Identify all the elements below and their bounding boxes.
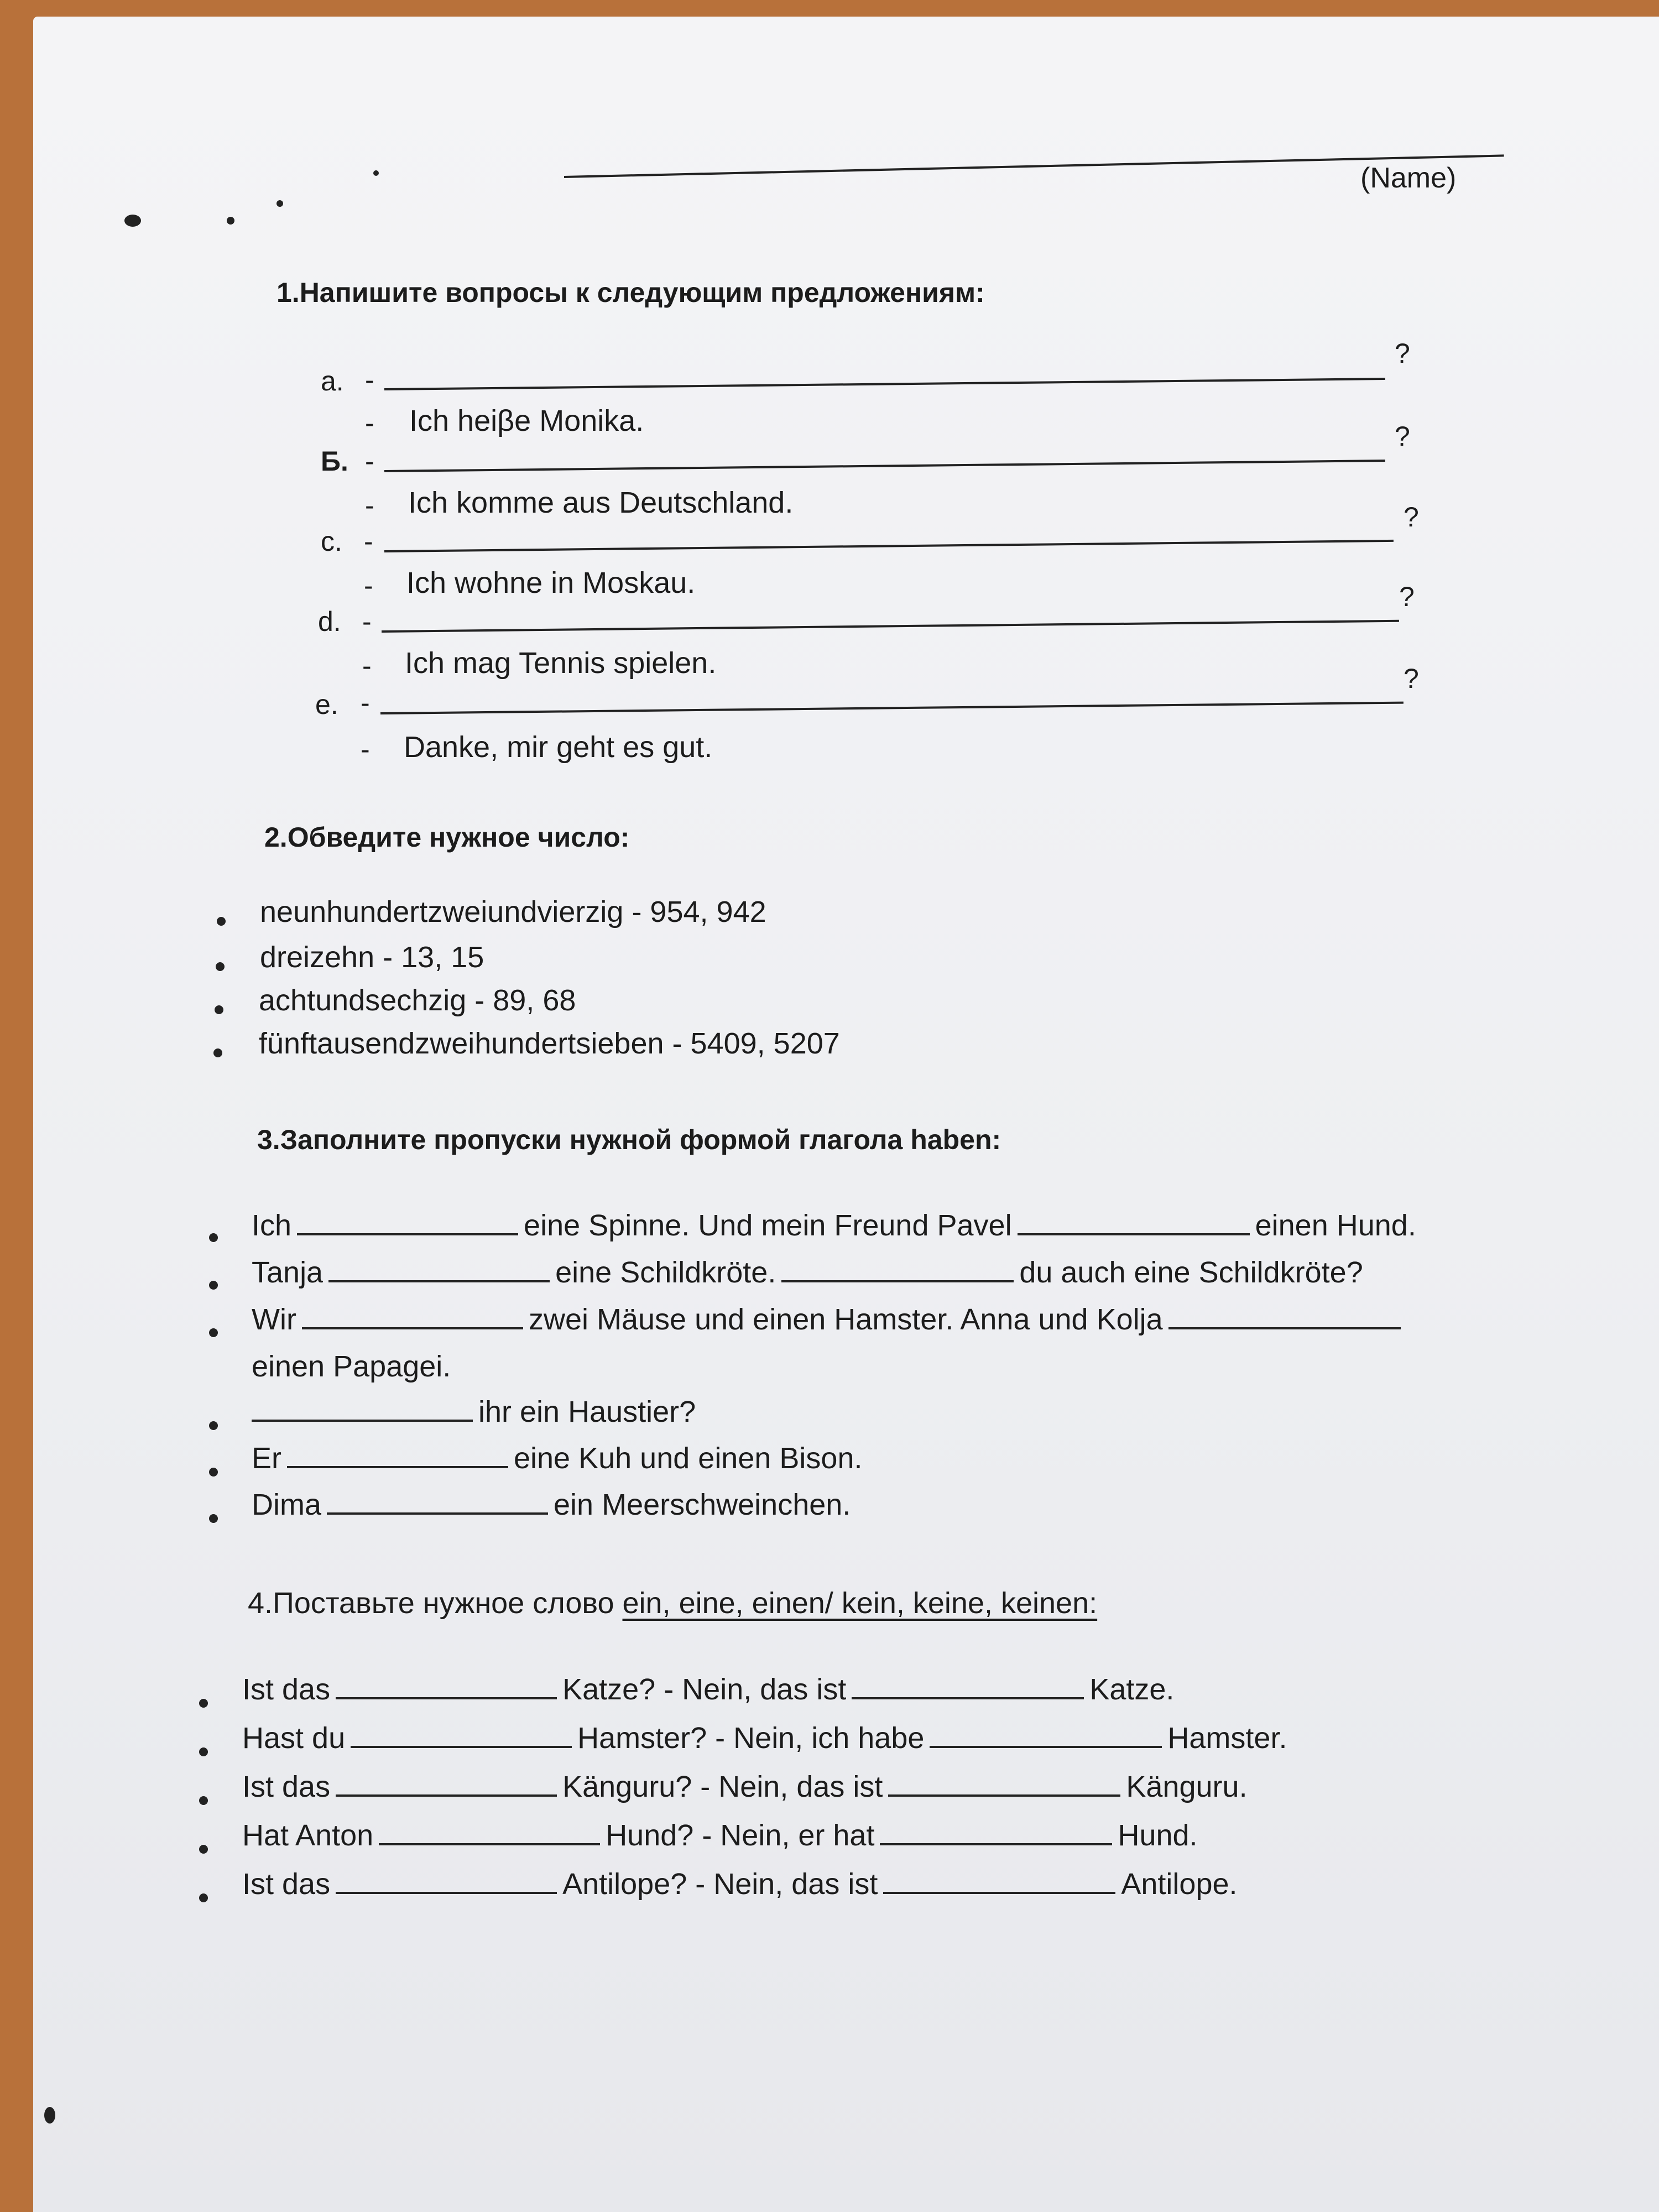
sentence-text: Katze? - Nein, das ist [562, 1673, 847, 1706]
answer-line [380, 702, 1404, 714]
haben-sentence-4 [246, 1395, 696, 1429]
bullet [209, 1281, 218, 1290]
sentence-text: Antilope? - Nein, das ist [562, 1867, 878, 1901]
sentence-text: Hamster? - Nein, ich habe [577, 1721, 925, 1755]
article-sentence-3 [242, 1770, 1248, 1804]
haben-sentence-3 [252, 1302, 1406, 1337]
sentence-text: ihr ein Haustier? [478, 1395, 696, 1428]
sentence-text: Dima [252, 1488, 322, 1521]
fill-blank[interactable] [930, 1746, 1162, 1748]
sentence-text: Wir [252, 1303, 296, 1336]
answer-line [384, 540, 1394, 552]
given-answer: Ich wohne in Moskau. [406, 566, 696, 599]
number-item: fünftausendzweihundertsieben - 5409, 5207 [259, 1027, 840, 1060]
number-item: neunhundertzweiundvierzig - 954, 942 [260, 895, 766, 928]
bullet [217, 917, 226, 926]
fill-blank[interactable] [252, 1420, 473, 1422]
sentence-text: Hund. [1118, 1819, 1198, 1852]
item-dash: - [365, 364, 374, 395]
given-answer: Ich komme aus Deutschland. [408, 486, 794, 519]
fill-blank[interactable] [1168, 1327, 1401, 1329]
item-dash: - [361, 687, 370, 718]
fill-blank[interactable] [379, 1843, 600, 1845]
answer-dash: - [361, 734, 370, 765]
fill-blank[interactable] [336, 1697, 557, 1699]
article-sentence-5 [242, 1867, 1238, 1901]
bullet [199, 1796, 208, 1805]
sentence-text: Hast du [242, 1721, 346, 1755]
given-answer: Ich mag Tennis spielen. [405, 646, 717, 680]
answer-line [384, 378, 1385, 390]
fill-blank[interactable] [287, 1466, 508, 1468]
section-4-heading [248, 1586, 1097, 1620]
fill-blank[interactable] [880, 1843, 1112, 1845]
sentence-text: Känguru? - Nein, das ist [562, 1770, 883, 1803]
question-mark: ? [1404, 502, 1419, 533]
sentence-text: Antilope. [1121, 1867, 1238, 1901]
bullet [209, 1328, 218, 1337]
fill-blank[interactable] [1018, 1233, 1250, 1235]
sentence-text: Ist das [242, 1673, 331, 1706]
item-letter: c. [321, 526, 342, 557]
haben-sentence-5 [252, 1441, 863, 1475]
fill-blank[interactable] [327, 1512, 548, 1515]
bullet [199, 1747, 208, 1756]
haben-sentence-3-continued: einen Papagei. [252, 1350, 451, 1383]
sentence-text: Ist das [242, 1770, 331, 1803]
fill-blank[interactable] [336, 1794, 557, 1797]
fill-blank[interactable] [328, 1280, 550, 1282]
paper-speck [124, 215, 141, 227]
heading-words: ein, eine, einen/ kein, keine, keinen: [622, 1587, 1098, 1620]
item-letter: Б. [321, 446, 348, 477]
answer-dash: - [364, 570, 373, 601]
bullet [209, 1421, 218, 1430]
article-sentence-1 [242, 1672, 1174, 1707]
fill-blank[interactable] [351, 1746, 572, 1748]
bullet [209, 1514, 218, 1523]
section-2-heading: 2.Обведите нужное число: [264, 822, 630, 853]
bullet [209, 1468, 218, 1477]
answer-dash: - [365, 490, 374, 521]
paper-speck [373, 170, 379, 176]
fill-blank[interactable] [781, 1280, 1014, 1282]
sentence-text: Hamster. [1167, 1721, 1287, 1755]
paper-speck [227, 217, 234, 225]
answer-line [384, 460, 1385, 472]
question-mark: ? [1404, 663, 1419, 694]
answer-dash: - [365, 408, 374, 439]
item-letter: a. [321, 366, 344, 397]
haben-sentence-6 [252, 1488, 851, 1522]
answer-line [382, 620, 1399, 633]
fill-blank[interactable] [336, 1892, 557, 1894]
sentence-text: eine Schildkröte. [555, 1256, 776, 1289]
sentence-text: zwei Mäuse und einen Hamster. Anna und Kolja [528, 1303, 1163, 1336]
haben-sentence-2 [252, 1255, 1363, 1290]
fill-blank[interactable] [297, 1233, 518, 1235]
worksheet-paper [33, 17, 1659, 2212]
bullet [215, 1005, 223, 1014]
item-dash: - [365, 446, 374, 477]
fill-blank[interactable] [883, 1892, 1115, 1894]
item-dash: - [362, 606, 372, 637]
given-answer: Ich heiβe Monika. [409, 404, 644, 437]
sentence-text: ein Meerschweinchen. [554, 1488, 851, 1521]
article-sentence-4 [242, 1818, 1198, 1853]
sentence-text: eine Kuh und einen Bison. [514, 1442, 863, 1475]
answer-dash: - [362, 650, 372, 681]
bullet [213, 1048, 222, 1057]
paper-speck [44, 2107, 55, 2124]
bullet [216, 962, 225, 971]
sentence-text: Katze. [1089, 1673, 1175, 1706]
bullet [199, 1845, 208, 1854]
fill-blank[interactable] [302, 1327, 523, 1329]
question-mark: ? [1395, 421, 1410, 452]
question-mark: ? [1399, 581, 1415, 612]
sentence-text: einen Hund. [1255, 1209, 1416, 1242]
name-label: (Name) [1360, 162, 1457, 194]
sentence-text: Känguru. [1126, 1770, 1248, 1803]
item-dash: - [364, 526, 373, 557]
paper-speck [276, 200, 283, 207]
section-1-heading: 1.Напишите вопросы к следующим предложениям: [276, 277, 985, 308]
fill-blank[interactable] [888, 1794, 1120, 1797]
sentence-text: Ich [252, 1209, 292, 1242]
haben-sentence-1 [252, 1208, 1416, 1243]
sentence-text: Ist das [242, 1867, 331, 1901]
number-item: dreizehn - 13, 15 [260, 941, 484, 974]
fill-blank[interactable] [852, 1697, 1084, 1699]
sentence-text: Hat Anton [242, 1819, 374, 1852]
section-3-heading: 3.Заполните пропуски нужной формой глагола haben: [257, 1124, 1001, 1155]
bullet [199, 1893, 208, 1902]
heading-prefix: 4.Поставьте нужное слово [248, 1587, 623, 1620]
article-sentence-2 [242, 1721, 1287, 1755]
question-mark: ? [1395, 338, 1410, 369]
sentence-text: Tanja [252, 1256, 324, 1289]
bullet [199, 1699, 208, 1708]
item-letter: e. [315, 689, 338, 720]
bullet [209, 1233, 218, 1242]
sentence-text: Hund? - Nein, er hat [606, 1819, 875, 1852]
item-letter: d. [318, 606, 341, 637]
number-item: achtundsechzig - 89, 68 [259, 984, 576, 1017]
sentence-text: du auch eine Schildkröte? [1019, 1256, 1363, 1289]
sentence-text: eine Spinne. Und mein Freund Pavel [524, 1209, 1012, 1242]
given-answer: Danke, mir geht es gut. [404, 731, 713, 764]
sentence-text: Er [252, 1442, 281, 1475]
